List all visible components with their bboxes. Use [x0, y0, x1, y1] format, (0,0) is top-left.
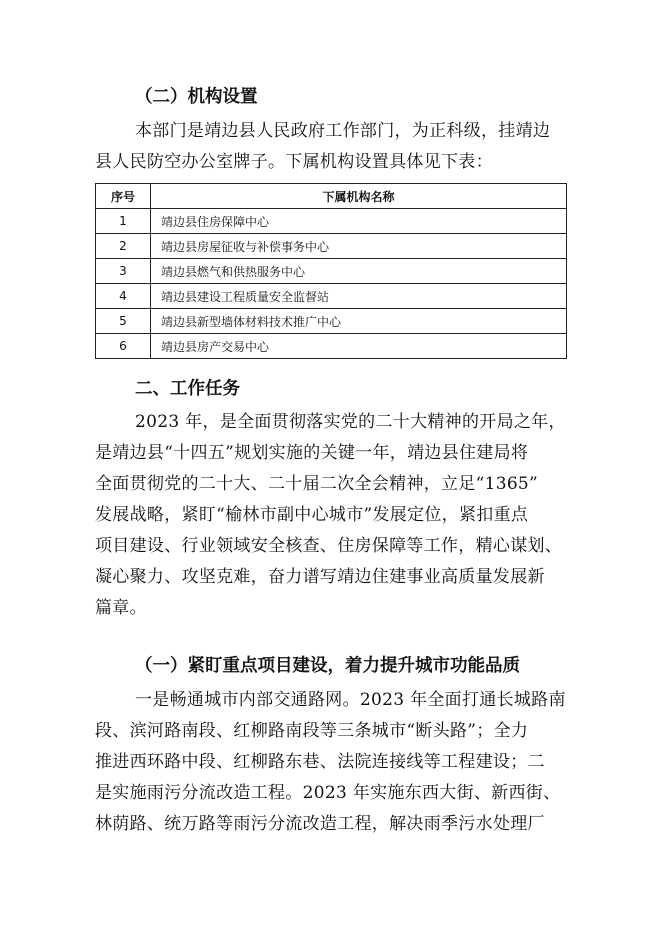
row-unit-name: 靖边县建设工程质量安全监督站 [151, 284, 567, 309]
table-row [96, 234, 567, 259]
section-heading-tasks: 二、工作任务 [135, 379, 240, 399]
paragraph-tasks [95, 407, 565, 624]
row-unit-name: 靖边县住房保障中心 [151, 209, 567, 234]
row-number: 2 [96, 234, 151, 259]
row-unit-name: 靖边县新型墙体材料技术推广中心 [151, 309, 567, 334]
table-row [96, 259, 567, 284]
row-unit-name: 靖边县房产交易中心 [151, 334, 567, 359]
table-row [96, 334, 567, 359]
text-line: 一是畅通城市内部交通路网。2023 年全面打通长城路南 [135, 690, 566, 710]
text-line: 发展战略，紧盯“榆林市副中心城市”发展定位，紧扣重点 [95, 505, 529, 525]
text-line: 推进西环路中段、红柳路东巷、法院连接线等工程建设；二 [95, 752, 545, 772]
text-line: 2023 年，是全面贯彻落实党的二十大精神的开局之年， [135, 412, 566, 432]
header-number: 序号 [96, 184, 151, 209]
subsection-heading-one: （一）紧盯重点项目建设，着力提升城市功能品质 [135, 656, 520, 676]
paragraph-org [95, 116, 565, 178]
table-row [96, 284, 567, 309]
text-line: 是靖边县“十四五”规划实施的关键一年，靖边县住建局将 [95, 443, 529, 463]
row-number: 3 [96, 259, 151, 284]
row-unit-name: 靖边县燃气和供热服务中心 [151, 259, 567, 284]
row-unit-name: 靖边县房屋征收与补偿事务中心 [151, 234, 567, 259]
text-line: 凝心聚力、攻坚克难，奋力谱写靖边住建事业高质量发展新 [95, 567, 545, 587]
table-row [96, 209, 567, 234]
section-heading-org: （二）机构设置 [135, 87, 258, 107]
text-line: 项目建设、行业领域安全核查、住房保障等工作，精心谋划、 [95, 536, 563, 556]
text-line: 本部门是靖边县人民政府工作部门，为正科级，挂靖边 [135, 121, 551, 141]
paragraph-subsection-one [95, 685, 565, 840]
row-number: 5 [96, 309, 151, 334]
table-header-row [96, 184, 567, 209]
table-row [96, 309, 567, 334]
row-number: 4 [96, 284, 151, 309]
row-number: 1 [96, 209, 151, 234]
text-line: 县人民防空办公室牌子。下属机构设置具体见下表： [95, 152, 493, 172]
text-line: 段、滨河路南段、红柳路南段等三条城市“断头路”；全力 [95, 721, 529, 741]
row-number: 6 [96, 334, 151, 359]
text-line: 篇章。 [95, 598, 147, 618]
subordinate-units-table [95, 183, 567, 359]
header-unit-name: 下属机构名称 [151, 184, 567, 209]
text-line: 全面贯彻党的二十大、二十届二次全会精神，立足“1365” [95, 474, 539, 494]
text-line: 是实施雨污分流改造工程。2023 年实施东西大街、新西街、 [95, 783, 561, 803]
text-line: 林荫路、统万路等雨污分流改造工程，解决雨季污水处理厂 [95, 814, 545, 834]
